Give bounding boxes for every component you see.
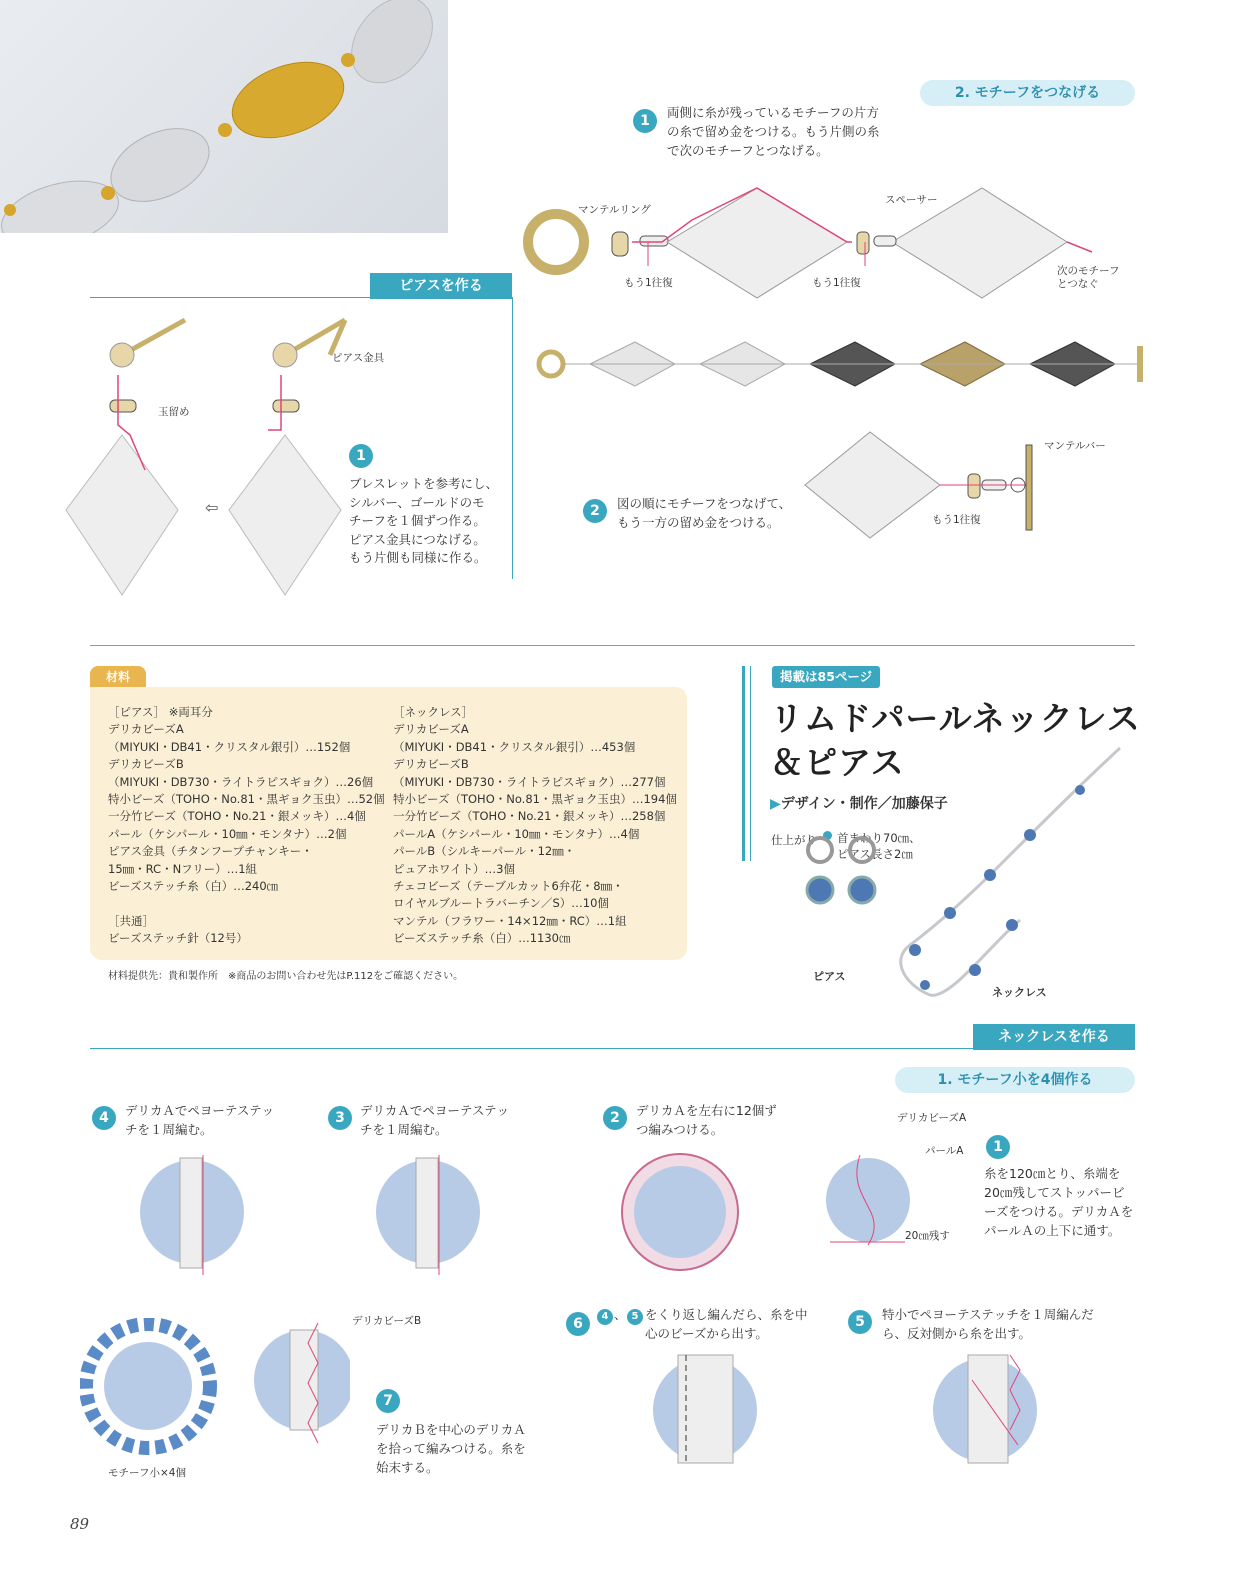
materials-right: ［ネックレス］ デリカビーズA （MIYUKI・DB41・クリスタル銀引）…453個 デリカビーズB （MIYUKI・DB730・ライトラピスギョク）…277個 特小ビーズ（TOHO・No.81・黒ギョク玉虫）…194個 一分竹ビーズ（TOHO・No.21・銀メッキ）…258個 パールA（ケシパール・10㎜・モンタナ）…4個 パールB（シルキーパール・12㎜・ ピュアホワイト）…3個 チェコビーズ（テーブルカット6弁花・8㎜・ ロイヤルブルートラバーチン／S）…10個 マンテル（フラワー・14×12㎜・RC）…1組 ビーズステッチ糸（白）…1130㎝ <box>393 705 677 946</box>
necklace-steps-row1-diagram <box>130 1150 1110 1280</box>
step6-ref-5: 5 <box>627 1309 643 1325</box>
design-credit: ▶デザイン・制作／加藤保子 <box>770 796 948 812</box>
necklace-step3-text: デリカＡでペヨーテステッ チを１周編む。 <box>360 1103 510 1137</box>
label-return-2: もう1往復 <box>812 277 861 289</box>
step6-ref-sep: 、 <box>614 1307 627 1322</box>
pierce-vline <box>512 297 513 579</box>
triangle-icon: ▶ <box>770 796 781 812</box>
page-number: 89 <box>70 1515 90 1533</box>
label-mantel-ring: マンテルリング <box>578 204 651 216</box>
label-return-3: もう1往復 <box>932 514 981 526</box>
pierce-step1-number: 1 <box>349 444 373 468</box>
necklace-steps-row2-diagram <box>80 1318 350 1468</box>
necklace-step6-number: 6 <box>566 1312 590 1336</box>
connect-step2-text: 図の順にモチーフをつなげて、 もう一方の留め金をつける。 <box>617 496 792 530</box>
label-20cm: 20㎝残す <box>905 1230 950 1242</box>
pierce-tab: ピアスを作る <box>370 273 512 299</box>
article-title: リムドパールネックレス ＆ピアス <box>770 699 1141 782</box>
materials-left: ［ピアス］ ※両耳分 デリカビーズA （MIYUKI・DB41・クリスタル銀引）…152個 デリカビーズB （MIYUKI・DB730・ライトラピスギョク）…26個 特小ビーズ（TOHO・No.81・黒ギョク玉虫）…52個 一分竹ビーズ（TOHO・No.21・銀メッキ）…4個 パール（ケシパール・10㎜・モンタナ）…2個 ピアス金具（チタンフープチャンキー・ 15㎜・RC・Nフリー）…1組 ビーズステッチ糸（白）…240㎝ ［共通］ ビーズステッチ針（12号） <box>108 705 385 946</box>
svg-text:⇦: ⇦ <box>205 498 219 517</box>
connect-subtab: 2. モチーフをつなげる <box>920 80 1135 106</box>
necklace-step1-number: 1 <box>986 1135 1010 1159</box>
title-bar-thin <box>750 666 751 861</box>
label-return-1: もう1往復 <box>624 277 673 289</box>
clasp-bar-diagram <box>800 430 1040 540</box>
finish-value: 首まわり70㎝、 ピアス長さ2㎝ <box>837 831 921 861</box>
bracelet-image <box>0 0 448 233</box>
materials-note: 材料提供先：貴和製作所 ※商品のお問い合わせ先はP.112をご確認ください。 <box>108 971 464 982</box>
necklace-step2-text: デリカＡを左右に12個ず つ編みつける。 <box>636 1103 777 1137</box>
necklace-photo <box>790 745 1140 1005</box>
necklace-step5-text: 特小でペヨーテステッチを１周編んだ ら、反対側から糸を出す。 <box>882 1307 1094 1341</box>
pierce-diagram <box>60 315 350 605</box>
necklace-step3-number: 3 <box>328 1106 352 1130</box>
label-pierce-photo: ピアス <box>813 970 846 983</box>
label-next-motif: 次のモチーフ とつなぐ <box>1057 265 1120 290</box>
necklace-tab: ネックレスを作る <box>973 1024 1135 1050</box>
necklace-step5-number: 5 <box>848 1310 872 1334</box>
necklace-step1-text: 糸を120㎝とり、糸端を 20㎝残してストッパービ ーズをつける。デリカＡを パールＡの上下に通す。 <box>984 1166 1134 1238</box>
label-spacer: スペーサー <box>885 194 938 206</box>
label-pearl-a: パールA <box>925 1145 964 1157</box>
connect-step1-number: 1 <box>633 109 657 133</box>
bracelet-photo <box>0 0 448 233</box>
label-mantel-bar: マンテルバー <box>1044 440 1106 452</box>
finish-label: 仕上がり <box>771 833 817 847</box>
necklace-divider <box>90 1048 1135 1049</box>
label-tamadome: 玉留め <box>158 406 190 418</box>
necklace-step7-text: デリカＢを中心のデリカＡ を拾って編みつける。糸を 始末する。 <box>376 1422 526 1475</box>
necklace-step2-number: 2 <box>603 1106 627 1130</box>
pierce-divider <box>90 297 512 298</box>
label-pierce-kanagu: ピアス金具 <box>332 352 385 364</box>
pierce-step1-text: ブレスレットを参考にし、 シルバー、ゴールドのモ チーフを１個ずつ作る。 ピアス金具につなげる。 もう片側も同様に作る。 <box>349 476 499 565</box>
label-delica-a: デリカビーズA <box>897 1112 967 1124</box>
bracelet-diagram <box>535 338 1150 390</box>
label-delica-b: デリカビーズB <box>352 1315 422 1327</box>
connect-step1-text: 両側に糸が残っているモチーフの片方 の糸で留め金をつける。もう片側の糸 で次のモチーフとつなげる。 <box>667 105 880 158</box>
materials-tab: 材料 <box>90 666 146 688</box>
necklace-step4-text: デリカＡでペヨーテステッ チを１周編む。 <box>125 1103 275 1137</box>
necklace-step6-text: をくり返し編んだら、糸を中 心のビーズから出す。 <box>645 1307 808 1341</box>
step6-ref-4: 4 <box>597 1309 613 1325</box>
necklace-step7-number: 7 <box>376 1389 400 1413</box>
necklace-subtab: 1. モチーフ小を4個作る <box>895 1067 1135 1093</box>
necklace-steps-row2b-diagram <box>650 1350 1050 1470</box>
page-reference-tag: 掲載は85ページ <box>772 666 880 688</box>
label-motif-small: モチーフ小×4個 <box>108 1467 186 1479</box>
title-bar <box>742 666 745 861</box>
label-necklace-photo: ネックレス <box>992 986 1047 999</box>
middle-divider <box>90 645 1135 646</box>
necklace-step4-number: 4 <box>92 1106 116 1130</box>
connect-step2-number: 2 <box>583 499 607 523</box>
